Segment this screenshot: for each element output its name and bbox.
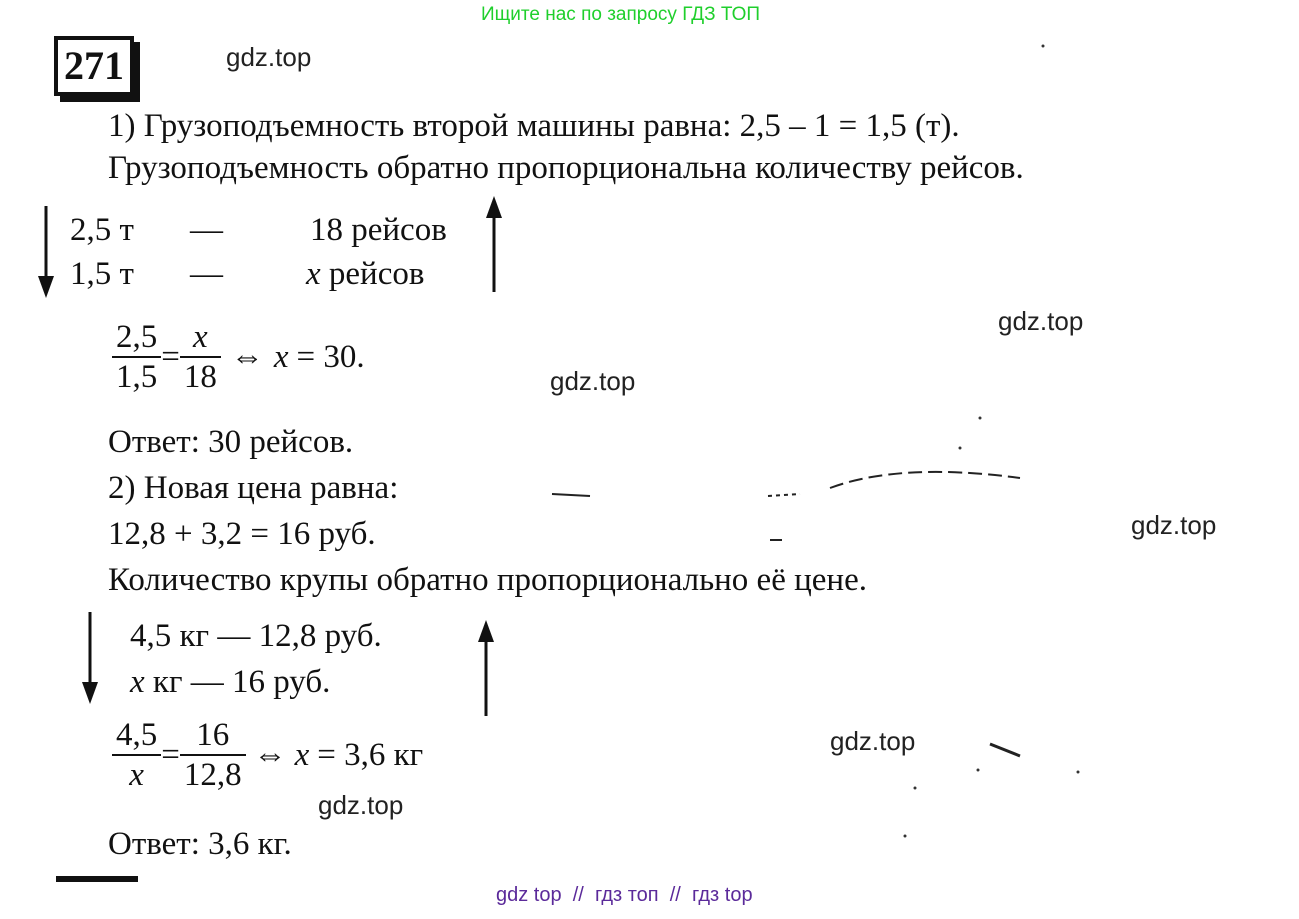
table2-r1: 4,5 кг — 12,8 руб. (130, 618, 382, 654)
footer-links[interactable]: gdz top // гдз топ // гдз top (496, 884, 753, 906)
top-banner[interactable]: Ищите нас по запросу ГДЗ ТОП (481, 4, 761, 25)
fraction2-denominator: 18 (183, 359, 217, 395)
equals-sign: = (161, 338, 180, 375)
iff-symbol: ⇔ (253, 736, 287, 773)
fraction1-numerator: 2,5 (116, 319, 158, 355)
problem-number: 271 (54, 36, 134, 96)
part2-answer: Ответ: 3,6 кг. (108, 826, 292, 862)
watermark: gdz.top (226, 42, 312, 72)
fraction2-numerator: x (193, 319, 208, 355)
equation2-result: = 3,6 кг (317, 736, 424, 773)
table1-r2-unit: рейсов (328, 256, 425, 292)
table1-r2-dash: — (190, 256, 223, 292)
watermark: gdz.top (550, 366, 636, 396)
table1-r1-dash: — (190, 212, 223, 248)
part1-line1: 1) Грузоподъемность второй машины равна: 2,5 – 1 = 1,5 (т). (108, 108, 960, 144)
fraction3-denominator: x (129, 757, 144, 793)
equation2-var: x (294, 736, 310, 773)
part2-line3: Количество крупы обратно пропорционально её цене. (108, 562, 867, 598)
equation1-var: x (273, 338, 289, 375)
fraction3-numerator: 4,5 (116, 717, 158, 753)
table1-r2-left: 1,5 т (70, 256, 134, 292)
part2-line2: 12,8 + 3,2 = 16 руб. (108, 516, 376, 552)
part2-line1: 2) Новая цена равна: (108, 470, 399, 506)
watermark: gdz.top (1131, 510, 1217, 540)
iff-symbol: ⇔ (230, 338, 264, 375)
table1-r1-left: 2,5 т (70, 212, 134, 248)
fraction1-denominator: 1,5 (116, 359, 158, 395)
watermark: gdz.top (830, 726, 916, 756)
watermark: gdz.top (998, 306, 1084, 336)
table2-r2-var: x (130, 664, 145, 700)
watermark: gdz.top (318, 790, 404, 820)
equation1-result: = 30. (296, 338, 365, 375)
part1-answer: Ответ: 30 рейсов. (108, 424, 354, 460)
part1-line2: Грузоподъемность обратно пропорциональна количеству рейсов. (108, 150, 1024, 186)
table1-r2-var: x (306, 256, 321, 292)
table2-r2-text: кг — 16 руб. (152, 664, 331, 700)
fraction4-numerator: 16 (196, 717, 230, 753)
equals-sign: = (161, 736, 180, 773)
fraction4-denominator: 12,8 (183, 757, 242, 793)
table1-r1-right: 18 рейсов (310, 212, 447, 248)
